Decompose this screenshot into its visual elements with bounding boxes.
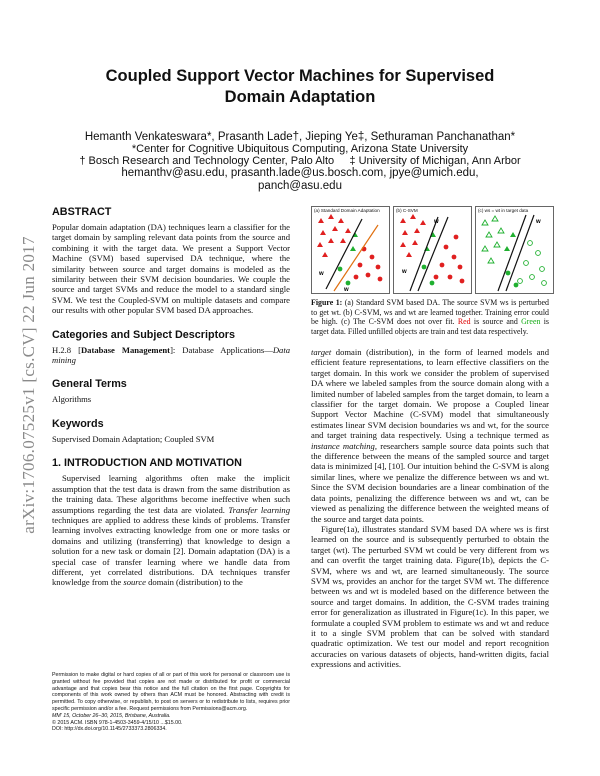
panel-a-label: (a) Standard Domain Adaptation: [314, 208, 380, 213]
venue-text: MM' 15, October 26–30, 2015, Brisbane, Australia.: [52, 712, 171, 719]
copyright-footnote: [52, 672, 290, 733]
svg-text:w: w: [536, 219, 541, 225]
categories-heading: Categories and Subject Descriptors: [52, 328, 235, 341]
figure-panel-a: [311, 206, 390, 294]
author-names: Hemanth Venkateswara*, Prasanth Lade†, Jieping Ye‡, Sethuraman Panchanathan*: [84, 131, 516, 143]
affiliation-1: *Center for Cognitive Ubiquitous Computing, Arizona State University: [131, 143, 469, 155]
general-terms-heading: General Terms: [52, 378, 127, 391]
figure-1: [311, 206, 555, 294]
author-block: [40, 131, 560, 193]
svg-text:w: w: [344, 287, 349, 293]
keywords-text: Supervised Domain Adaptation; Coupled SVM: [52, 433, 215, 444]
affiliation-2: † Bosch Research and Technology Center, Palo Alto ‡ University of Michigan, Ann Arbor: [79, 155, 521, 167]
title-line-1: Coupled Support Vector Machines for Supervised: [105, 67, 495, 85]
svg-text:w: w: [319, 271, 324, 277]
panel-c-label: (c) ws = wt in target data: [478, 208, 529, 213]
right-paragraph-2: Figure(1a), illustrates standard SVM based DA where ws is first learned on the source and is subsequently perturbed to obtain the target (wt). The perturbed SVM wt could be very different from ws and can overfit the target training data. Figure(1b), depicts the C-SVM, where ws and wt, are learned simultaneously. The source SVM ws, provides an anchor for the target SVM wt. The difference between ws and wt is modeled based on the difference between the source and target domains. In addition, the C-SVM trades training error for generalization as illustrated in Figure(1c). In this paper, we formulate a coupled SVM problem to estimate ws and wt and reduce it to a single SVM problem that can be solved with standard quadratic optimization. We test our model and report recognition accuracies on various datasets of objects, hand-written digits, facial expressions and activities.: [311, 523, 549, 670]
svg-text:w: w: [402, 269, 407, 275]
figure-panel-c: [475, 206, 554, 294]
permission-text: Permission to make digital or hard copies of all or part of this work for personal or classroom use is granted without fee provided that copies are not made or distributed for profit or commercial advantage and that copies bear this notice and the full citation on the first page. Copyrights for components of this work owned by others than ACM must be honored. Abstracting with credit is permitted. To copy otherwise, or republish, to post on servers or to redistribute to lists, requires prior specific permission and/or a fee. Request permissions from Permissions@acm.org.: [52, 672, 290, 712]
author-emails-2: panch@asu.edu: [258, 180, 342, 192]
panel-b-label: (b) C-SVM: [396, 208, 418, 213]
arxiv-stamp: [18, 190, 40, 580]
abstract-heading: ABSTRACT: [52, 206, 112, 218]
caption-label: Figure 1:: [311, 298, 343, 307]
author-emails-1: hemanthv@asu.edu, prasanth.lade@us.bosch.com, jpye@umich.edu,: [121, 167, 479, 179]
general-terms-text: Algorithms: [52, 394, 92, 405]
arxiv-id: arXiv:1706.07525v1 [cs.CV] 22 Jun 2017: [19, 236, 38, 534]
right-paragraph-1: target domain (distribution), in the form of learned models and efficient feature representations, to learn effective classifiers on the target domain. In this work we consider the problem of supervised DA where we labeled samples from the source domain along with a limited number of labeled samples from the target domain, to learn a classifier for the target domain. We propose a Coupled linear Support Vector Machine (C-SVM) model that simultaneously estimates linear SVM decision boundaries ws and wt, for the source and target training data respectively. Using a technique termed as instance matching, researchers sample source data points such that the difference between the means of the sampled source and target data is minimized [4], [10]. Our intuition behind the C-SVM is along similar lines, where we penalize the difference between ws and wt. Since the SVM decision boundaries are a linear combination of the data points, penalizing the difference between ws and wt, can be viewed as penalizing the difference between the weighted means of the source and target data points.: [311, 347, 549, 524]
categories-text: H.2.8 [Database Management]: Database Applications—Data mining: [52, 344, 291, 366]
svg-text:w: w: [434, 219, 439, 225]
intro-paragraph: Supervised learning algorithms often make the implicit assumption that the test data is drawn from the same distribution as the training data. These algorithms become ineffective when such assumptions regarding the test data are violated. Transfer learning techniques are applied to address these kinds of problems. Transfer learning involves extracting knowledge from one or more tasks or domains and utilizing (transferring) that knowledge to design a solution for a new task or domain [2]. Domain adaptation (DA) is a special case of transfer learning where we handle data from different, yet correlated distributions. DA techniques transfer knowledge from the source domain (distribution) to the: [52, 473, 291, 588]
panel-c-plot: [476, 207, 553, 293]
title-line-2: Domain Adaptation: [224, 88, 376, 106]
left-column: [52, 206, 290, 588]
copyright-text: © 2015 ACM. ISBN 978-1-4503-3459-4/15/10 ...$15.00.: [52, 719, 183, 726]
intro-heading: 1. INTRODUCTION AND MOTIVATION: [52, 457, 242, 470]
figure-caption: Figure 1: (a) Standard SVM based DA. The source SVM ws is perturbed to get wt. (b) C-SVM, ws and wt are learned together. Training error could be high. (c) The C-SVM does not over fit. Red is source and Green is target data. Filled unfilled objects are train and test data respectively.: [311, 298, 549, 336]
doi-text: DOI: http://dx.doi.org/10.1145/2733373.2806334.: [52, 726, 167, 733]
panel-a-plot: [312, 207, 389, 293]
figure-panel-b: [393, 206, 472, 294]
right-column: [311, 347, 549, 670]
panel-b-plot: [394, 207, 471, 293]
keywords-heading: Keywords: [52, 417, 104, 430]
paper-title: [60, 66, 540, 108]
abstract-text: Popular domain adaptation (DA) techniques learn a classifier for the target domain by sampling relevant data points from the source and combining it with the target data. We present a Support Vector Machine (SVM) based supervised DA technique, where the similarity between source and target domains is modeled as the similarity between their SVM decision boundaries. We couple the source and target SVMs and reduce the model to a standard single SVM. We test the Coupled-SVM on multiple datasets and compare our results with other popular SVM based DA approaches.: [52, 222, 290, 316]
